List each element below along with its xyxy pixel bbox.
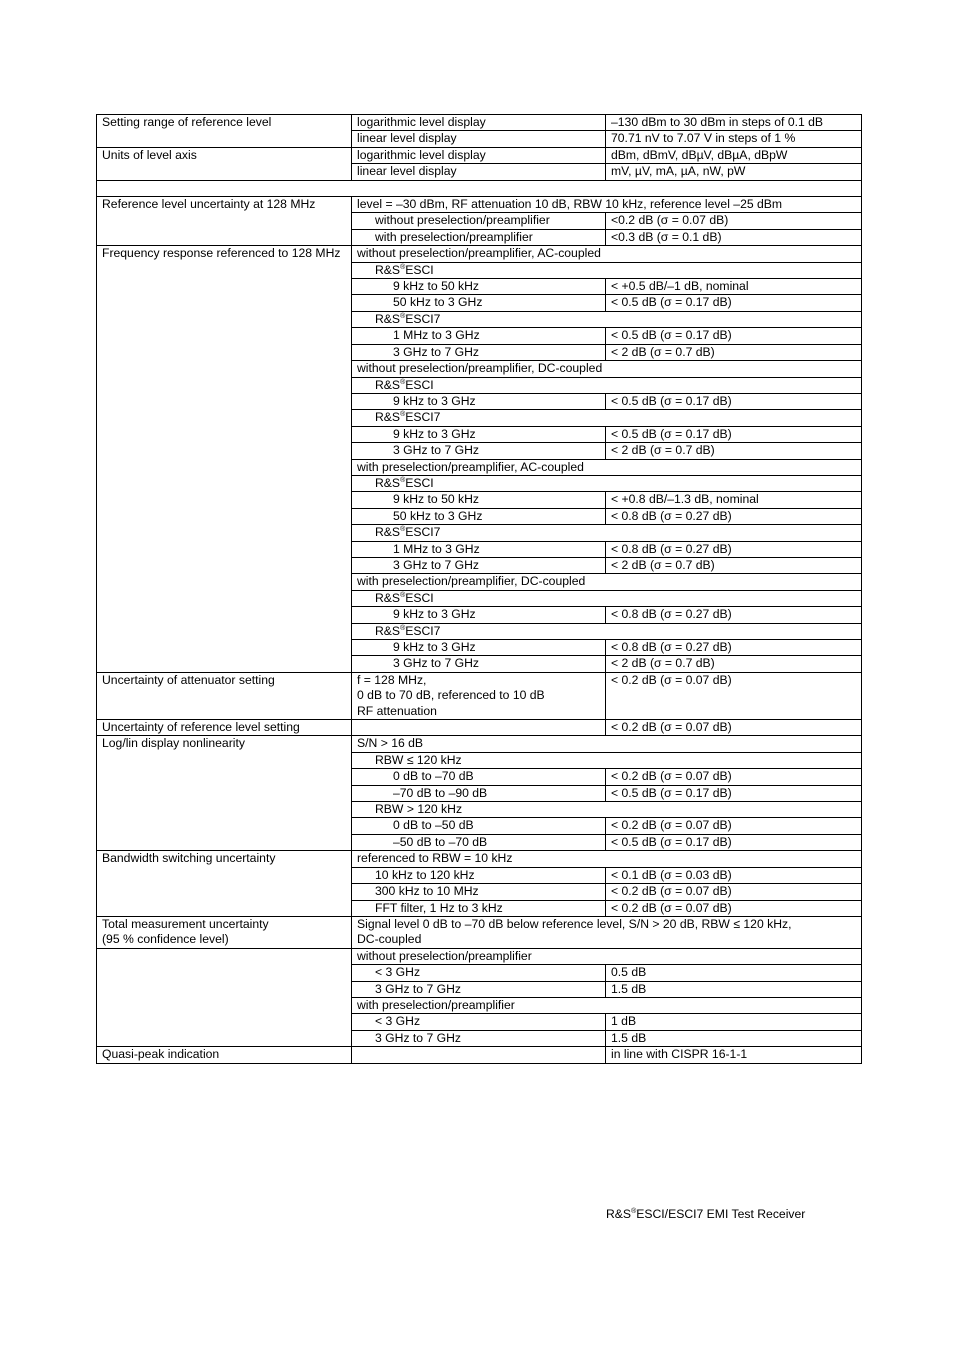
- table-row: [97, 197, 862, 213]
- condition-cell: 9 kHz to 3 GHz: [352, 426, 606, 442]
- condition-cell: [352, 475, 862, 491]
- condition-cell: 3 GHz to 7 GHz: [352, 656, 606, 672]
- value-cell: < 0.2 dB (σ = 0.07 dB): [606, 884, 862, 900]
- brand-text: R&S: [375, 262, 401, 277]
- condition-cell: RBW ≤ 120 kHz: [352, 752, 862, 768]
- value-cell: < 0.8 dB (σ = 0.27 dB): [606, 508, 862, 524]
- registered-mark: ®: [631, 1208, 637, 1215]
- value-cell: < 0.8 dB (σ = 0.27 dB): [606, 541, 862, 557]
- condition-cell: with preselection/preamplifier, AC-coupled: [352, 459, 862, 475]
- table-row: [97, 180, 862, 196]
- condition-cell: linear level display: [352, 131, 606, 147]
- condition-cell: 3 GHz to 7 GHz: [352, 1030, 606, 1046]
- condition-cell: [352, 377, 862, 393]
- value-cell: < 0.2 dB (σ = 0.07 dB): [606, 900, 862, 916]
- table-row: [97, 720, 862, 736]
- footer-brand: R&S: [606, 1207, 632, 1221]
- model-text: ESCI7: [405, 525, 441, 540]
- condition-cell: linear level display: [352, 164, 606, 180]
- condition-cell: FFT filter, 1 Hz to 3 kHz: [352, 900, 606, 916]
- value-cell: dBm, dBmV, dBµV, dBµA, dBpW: [606, 147, 862, 163]
- value-cell: < 0.5 dB (σ = 0.17 dB): [606, 426, 862, 442]
- condition-cell: 10 kHz to 120 kHz: [352, 867, 606, 883]
- condition-cell: [352, 262, 862, 278]
- table-row: [97, 1047, 862, 1063]
- parameter-cell: Bandwidth switching uncertainty: [97, 851, 352, 917]
- table-row: [97, 948, 862, 964]
- brand-text: R&S: [375, 590, 401, 605]
- table-row: [97, 246, 862, 262]
- condition-cell: 3 GHz to 7 GHz: [352, 557, 606, 573]
- table-row: [97, 736, 862, 752]
- condition-cell: [352, 623, 862, 639]
- registered-mark: ®: [400, 526, 406, 534]
- condition-cell: referenced to RBW = 10 kHz: [352, 851, 862, 867]
- value-cell: <0.2 dB (σ = 0.07 dB): [606, 213, 862, 229]
- brand-text: R&S: [375, 525, 401, 540]
- value-cell: < 2 dB (σ = 0.7 dB): [606, 443, 862, 459]
- condition-cell: 0 dB to –70 dB: [352, 769, 606, 785]
- condition-cell: Signal level 0 dB to –70 dB below reference level, S/N > 20 dB, RBW ≤ 120 kHz, DC-coupled: [352, 916, 862, 948]
- condition-cell: 3 GHz to 7 GHz: [352, 443, 606, 459]
- table-row: [97, 147, 862, 163]
- value-cell: < 0.2 dB (σ = 0.07 dB): [606, 720, 862, 736]
- registered-mark: ®: [400, 263, 406, 271]
- condition-cell: level = –30 dBm, RF attenuation 10 dB, RBW 10 kHz, reference level –25 dBm: [352, 197, 862, 213]
- condition-cell: 9 kHz to 50 kHz: [352, 492, 606, 508]
- value-cell: 1.5 dB: [606, 1030, 862, 1046]
- condition-cell: 9 kHz to 3 GHz: [352, 640, 606, 656]
- parameter-cell: Log/lin display nonlinearity: [97, 736, 352, 851]
- value-cell: mV, µV, mA, µA, nW, pW: [606, 164, 862, 180]
- condition-cell: RBW > 120 kHz: [352, 802, 862, 818]
- value-cell: 1.5 dB: [606, 981, 862, 997]
- page-footer: [606, 1207, 805, 1221]
- parameter-cell: Uncertainty of attenuator setting: [97, 672, 352, 719]
- brand-text: R&S: [375, 311, 401, 326]
- value-cell: < 0.5 dB (σ = 0.17 dB): [606, 328, 862, 344]
- model-text: ESCI7: [405, 311, 441, 326]
- table-row: [97, 115, 862, 131]
- value-cell: 0.5 dB: [606, 965, 862, 981]
- condition-cell: < 3 GHz: [352, 1014, 606, 1030]
- value-cell: –130 dBm to 30 dBm in steps of 0.1 dB: [606, 115, 862, 131]
- table-row: [97, 916, 862, 948]
- parameter-cell: Setting range of reference level: [97, 115, 352, 148]
- condition-cell: [352, 720, 606, 736]
- value-cell: in line with CISPR 16-1-1: [606, 1047, 862, 1063]
- parameter-cell: Units of level axis: [97, 147, 352, 180]
- value-cell: < 0.5 dB (σ = 0.17 dB): [606, 393, 862, 409]
- condition-cell: [352, 1047, 606, 1063]
- parameter-cell: Frequency response referenced to 128 MHz: [97, 246, 352, 673]
- specification-table-body: [97, 115, 862, 1064]
- condition-cell: [352, 311, 862, 327]
- condition-cell: 1 MHz to 3 GHz: [352, 541, 606, 557]
- value-cell: < 0.8 dB (σ = 0.27 dB): [606, 640, 862, 656]
- condition-cell: [352, 525, 862, 541]
- value-cell: < 0.2 dB (σ = 0.07 dB): [606, 769, 862, 785]
- specification-table: [96, 114, 862, 1064]
- condition-cell: without preselection/preamplifier: [352, 948, 862, 964]
- condition-cell: 1 MHz to 3 GHz: [352, 328, 606, 344]
- value-cell: < 0.8 dB (σ = 0.27 dB): [606, 607, 862, 623]
- condition-cell: with preselection/preamplifier: [352, 997, 862, 1013]
- condition-cell: [352, 590, 862, 606]
- condition-cell: 0 dB to –50 dB: [352, 818, 606, 834]
- condition-cell: S/N > 16 dB: [352, 736, 862, 752]
- registered-mark: ®: [400, 312, 406, 320]
- footer-model: ESCI/ESCI7 EMI Test Receiver: [636, 1207, 806, 1221]
- parameter-cell: Reference level uncertainty at 128 MHz: [97, 197, 352, 246]
- value-cell: < 0.5 dB (σ = 0.17 dB): [606, 834, 862, 850]
- condition-cell: 50 kHz to 3 GHz: [352, 508, 606, 524]
- brand-text: R&S: [375, 623, 401, 638]
- value-cell: < 2 dB (σ = 0.7 dB): [606, 656, 862, 672]
- registered-mark: ®: [400, 624, 406, 632]
- parameter-cell: [97, 948, 352, 1046]
- model-text: ESCI7: [405, 410, 441, 425]
- condition-cell: logarithmic level display: [352, 115, 606, 131]
- model-text: ESCI: [405, 475, 434, 490]
- value-cell: < 0.1 dB (σ = 0.03 dB): [606, 867, 862, 883]
- condition-cell: 9 kHz to 3 GHz: [352, 393, 606, 409]
- condition-cell: 300 kHz to 10 MHz: [352, 884, 606, 900]
- parameter-cell: Total measurement uncertainty (95 % confidence level): [97, 916, 352, 948]
- model-text: ESCI7: [405, 623, 441, 638]
- condition-cell: 50 kHz to 3 GHz: [352, 295, 606, 311]
- condition-cell: –70 dB to –90 dB: [352, 785, 606, 801]
- condition-cell: without preselection/preamplifier, AC-coupled: [352, 246, 862, 262]
- condition-cell: with preselection/preamplifier, DC-coupled: [352, 574, 862, 590]
- condition-cell: with preselection/preamplifier: [352, 229, 606, 245]
- condition-cell: 9 kHz to 50 kHz: [352, 279, 606, 295]
- condition-cell: without preselection/preamplifier, DC-coupled: [352, 361, 862, 377]
- brand-text: R&S: [375, 475, 401, 490]
- model-text: ESCI: [405, 590, 434, 605]
- value-cell: < 0.2 dB (σ = 0.07 dB): [606, 818, 862, 834]
- value-cell: 70.71 nV to 7.07 V in steps of 1 %: [606, 131, 862, 147]
- table-row: [97, 672, 862, 719]
- value-cell: < 2 dB (σ = 0.7 dB): [606, 557, 862, 573]
- condition-cell: 3 GHz to 7 GHz: [352, 344, 606, 360]
- value-cell: < 0.5 dB (σ = 0.17 dB): [606, 785, 862, 801]
- condition-cell: –50 dB to –70 dB: [352, 834, 606, 850]
- model-text: ESCI: [405, 377, 434, 392]
- value-cell: < 0.5 dB (σ = 0.17 dB): [606, 295, 862, 311]
- model-text: ESCI: [405, 262, 434, 277]
- table-row: [97, 851, 862, 867]
- parameter-cell: Uncertainty of reference level setting: [97, 720, 352, 736]
- registered-mark: ®: [400, 411, 406, 419]
- condition-cell: logarithmic level display: [352, 147, 606, 163]
- value-cell: 1 dB: [606, 1014, 862, 1030]
- condition-cell: [352, 410, 862, 426]
- value-cell: < +0.8 dB/–1.3 dB, nominal: [606, 492, 862, 508]
- value-cell: < +0.5 dB/–1 dB, nominal: [606, 279, 862, 295]
- value-cell: < 0.2 dB (σ = 0.07 dB): [606, 672, 862, 719]
- brand-text: R&S: [375, 377, 401, 392]
- spacer-row-cell: [97, 180, 862, 196]
- value-cell: < 2 dB (σ = 0.7 dB): [606, 344, 862, 360]
- condition-cell: without preselection/preamplifier: [352, 213, 606, 229]
- registered-mark: ®: [400, 591, 406, 599]
- value-cell: <0.3 dB (σ = 0.1 dB): [606, 229, 862, 245]
- condition-cell: 9 kHz to 3 GHz: [352, 607, 606, 623]
- brand-text: R&S: [375, 410, 401, 425]
- condition-cell: f = 128 MHz, 0 dB to 70 dB, referenced to 10 dB RF attenuation: [352, 672, 606, 719]
- parameter-cell: Quasi-peak indication: [97, 1047, 352, 1063]
- registered-mark: ®: [400, 378, 406, 386]
- condition-cell: 3 GHz to 7 GHz: [352, 981, 606, 997]
- condition-cell: < 3 GHz: [352, 965, 606, 981]
- registered-mark: ®: [400, 476, 406, 484]
